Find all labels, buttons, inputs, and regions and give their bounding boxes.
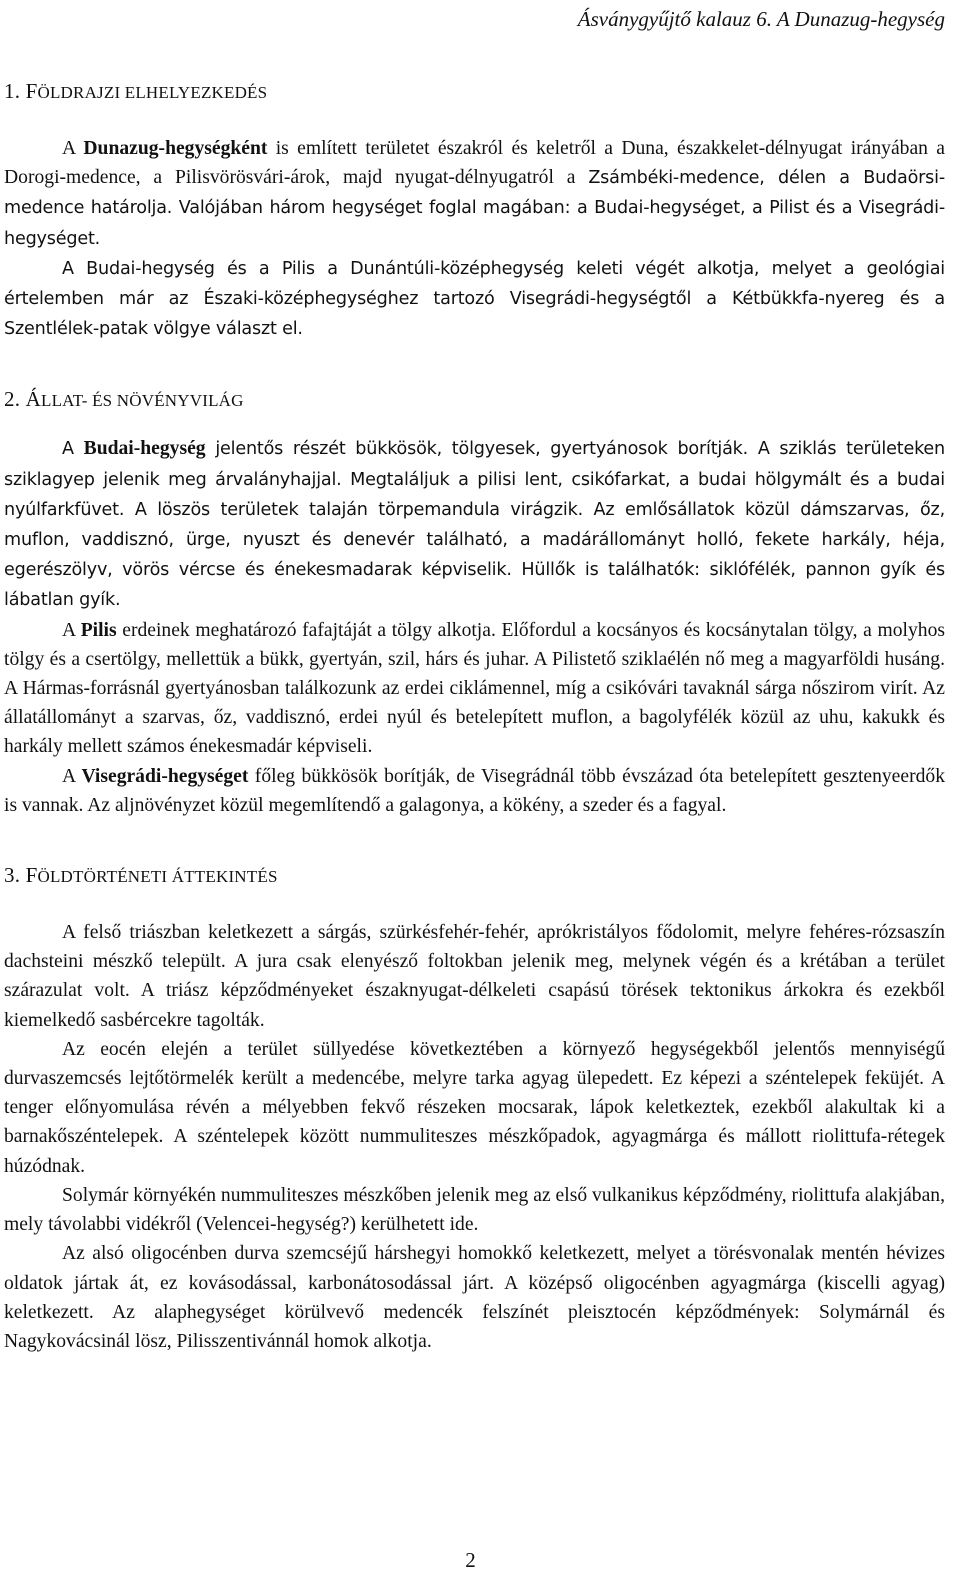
paragraph: A Pilis erdeinek meghatározó fafajtáját a tölgy alkotja. Előfordul a kocsányos és kocsánytalan tölgy, a molyhos tölgy és a csertölgy, mellettük a bükk, gyertyán, szil, hárs és juhar. A Pilistető sziklaélén nő meg a magyarföldi husáng. A Hármas-forrásnál gyertyánosban találkozunk az erdei ciklámennel, míg a csikóvári tavaknál sárga nőszirom virít. Az állatállományt a szarvas, őz, vaddisznó, erdei nyúl és betelepített muflon, a bagolyfélék közül az uhu, kakukk és harkály mellett számos énekesmadár képviseli. [4,619,945,758]
section-heading: 2. ÁLLAT- ÉS NÖVÉNYVILÁG [4,387,244,412]
running-header: Ásványgyűjtő kalauz 6. A Dunazug-hegység [577,7,945,31]
page-number: 2 [465,1548,476,1572]
section-geography [4,79,945,344]
document-page [4,0,945,1356]
paragraph: Az eocén elején a terület süllyedése következtében a környező hegységekből jelentős mennyiségű durvaszemcsés lejtőtörmelék került a medencébe, melyre tarka agyag ülepedett. Ez képezi a széntelepek feküjét. A tenger előnyomulása révén a mélyebben fekvő részeken mocsarak, lápok keletkeztek, ezekből alakultak ki a barnakőszéntelepek. A széntelepek között nummuliteszes mészkőpadok, agyagmárga és mállott riolittufa-rétegek húzódnak. [4,1038,945,1177]
section-heading: 1. FÖLDRAJZI ELHELYEZKEDÉS [4,79,268,103]
section-heading: 3. FÖLDTÖRTÉNETI ÁTTEKINTÉS [4,863,278,888]
paragraph: A Visegrádi-hegységet főleg bükkösök borítják, de Visegrádnál több évszázad óta betelepített gesztenyeerdők is vannak. Az aljnövényzet közül megemlítendő a galagonya, a kökény, a szeder és a fagyal. [4,765,945,816]
section-flora-fauna [4,387,945,820]
paragraph: A Budai-hegység jelentős részét bükkösök, tölgyesek, gyertyánosok borítják. A sziklás területeken sziklagyep jelenik meg árvalányhajjal. Megtaláljuk a pilisi lent, csikófarkat, a budai hölgymált és a budai nyúlfarkfüvet. A löszös területek talaján törpemandula virágzik. Az emlősállatok közül dámszarvas, őz, muflon, vaddisznó, ürge, nyuszt és denevér található, a madárállományt holló, fekete harkály, héja, egerészölyv, vörös vércse és énekesmadarak képviselik. Hüllők is találhatók: siklófélék, pannon gyík és lábatlan gyík. [4,438,946,611]
paragraph: A Budai-hegység és a Pilis a Dunántúli-középhegység keleti végét alkotja, melyet a geológiai értelemben már az Északi-középhegységhez tartozó Visegrádi-hegységtől a Kétbükkfa-nyereg és a Szentlélek-patak völgye választ el. [4,258,945,340]
paragraph: A felső triászban keletkezett a sárgás, szürkésfehér-fehér, aprókristályos fődolomit, melyre fehéres-rózsaszín dachsteini mészkő települt. A jura csak elenyésző foltokban jelenik meg, melynek végén és a krétában a terület szárazulat volt. A triász képződményeket északnyugat-délkeleti csapású törések tektonikus árkokra és ezekből kiemelkedő sasbércekre tagolták. [4,922,945,1031]
paragraph: Solymár környékén nummuliteszes mészkőben jelenik meg az első vulkanikus képződmény, riolittufa alakjában, mely távolabbi vidékről (Velencei-hegység?) kerülhetett ide. [4,1184,945,1236]
paragraph: A Dunazug-hegységként is említett területet északról és keletről a Duna, északkelet-délnyugat irányában a Dorogi-medence, a Pilisvörösvári-árok, majd nyugat-délnyugatról a Zsámbéki-medence, délen a Budaörsi-medence határolja. Valójában három hegységet foglal magában: a Budai-hegységet, a Pilist és a Visegrádi-hegységet. [4,138,945,249]
section-geological-history [4,863,945,1356]
paragraph: Az alsó oligocénben durva szemcséjű hárshegyi homokkő keletkezett, melyet a törésvonalak mentén hévizes oldatok jártak át, ez kovásodással, karbonátosodással járt. A középső oligocénben agyagmárga (kiscelli agyag) keletkezett. Az alaphegységet körülvevő medencék felszínét pleisztocén képződmények: Solymárnál és Nagykovácsinál lösz, Pilisszentivánnál homok alkotja. [4,1243,945,1352]
